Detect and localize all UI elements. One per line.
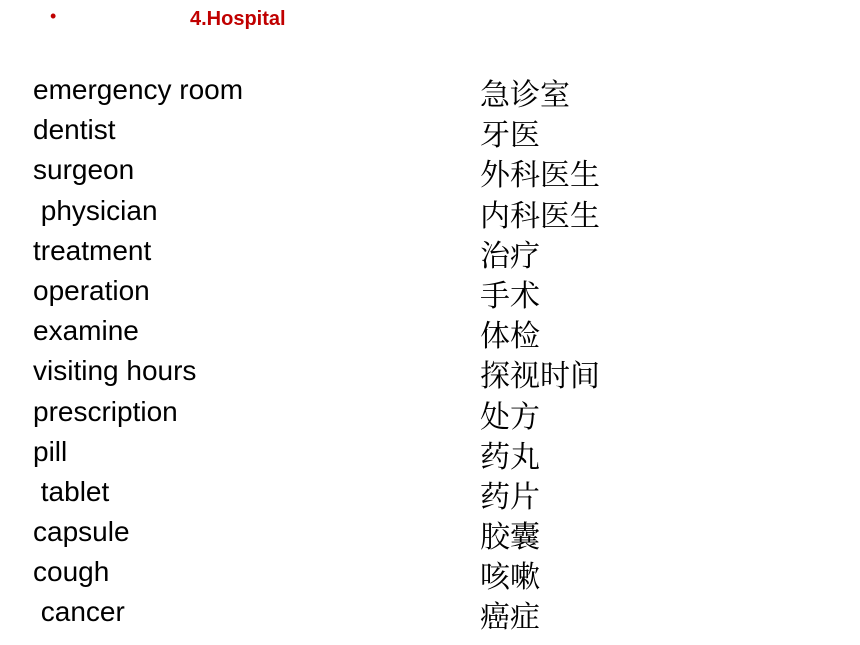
english-term: surgeon xyxy=(33,154,135,186)
chinese-term: 外科医生 xyxy=(480,158,600,194)
chinese-term: 癌症 xyxy=(480,600,540,636)
english-term: visiting hours xyxy=(33,355,197,387)
chinese-term: 治疗 xyxy=(480,238,540,274)
english-term: treatment xyxy=(33,234,152,266)
chinese-term: 探视时间 xyxy=(480,359,600,395)
english-term: cough xyxy=(33,556,110,588)
chinese-term: 牙医 xyxy=(480,118,540,154)
english-term: physician xyxy=(33,194,158,226)
english-term-list xyxy=(33,70,243,633)
chinese-term: 急诊室 xyxy=(480,78,570,113)
chinese-term: 处方 xyxy=(480,399,540,435)
english-term: emergency room xyxy=(33,74,244,105)
english-term: pill xyxy=(33,435,68,467)
heading-bullet: • xyxy=(50,6,57,26)
chinese-term: 胶囊 xyxy=(480,520,540,556)
chinese-term: 药丸 xyxy=(480,439,540,475)
english-term: capsule xyxy=(33,516,130,548)
chinese-term: 手术 xyxy=(480,278,540,314)
chinese-term-list xyxy=(480,76,600,639)
chinese-term: 咳嗽 xyxy=(480,560,540,596)
english-term: examine xyxy=(33,315,139,347)
chinese-term: 体检 xyxy=(480,319,540,355)
chinese-term: 内科医生 xyxy=(480,198,600,234)
english-term: cancer xyxy=(33,596,125,628)
english-term: tablet xyxy=(33,475,110,507)
chinese-term: 药片 xyxy=(480,479,540,515)
english-term: dentist xyxy=(33,114,116,146)
english-term: operation xyxy=(33,274,150,306)
section-heading: 4.Hospital xyxy=(190,8,286,30)
english-term: prescription xyxy=(33,395,178,427)
